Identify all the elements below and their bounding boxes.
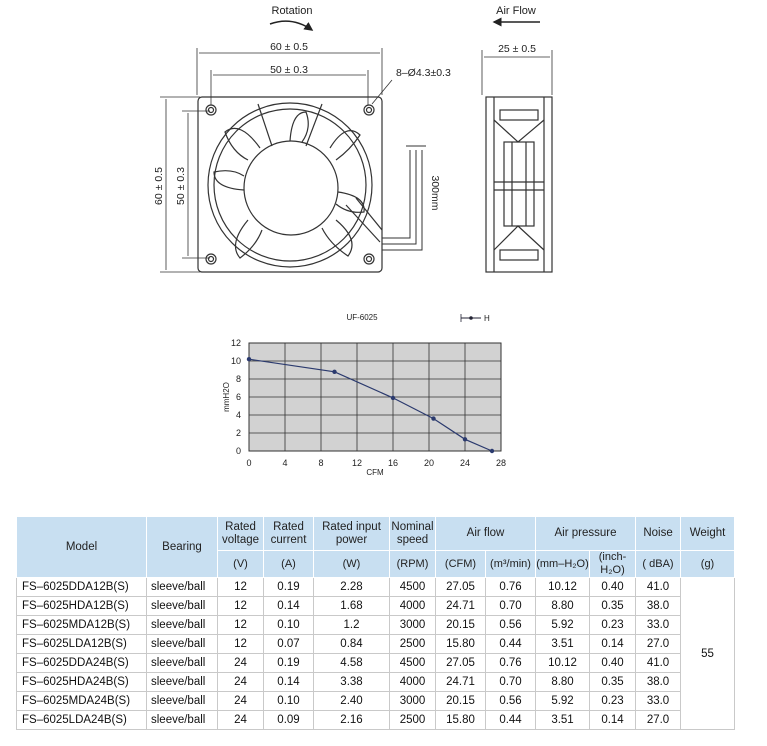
value-cell: 10.12 <box>536 654 590 673</box>
bearing-cell: sleeve/ball <box>147 597 218 616</box>
value-cell: 0.10 <box>264 616 314 635</box>
x-tick-label: 20 <box>423 458 435 468</box>
value-cell: 15.80 <box>436 711 486 730</box>
table-row <box>17 616 735 635</box>
value-cell: 24 <box>218 673 264 692</box>
value-cell: 2500 <box>390 711 436 730</box>
data-point <box>490 449 494 453</box>
value-cell: 20.15 <box>436 692 486 711</box>
value-cell: 0.56 <box>486 692 536 711</box>
dim-lead-length: 300mm <box>429 175 441 211</box>
dim-hole-spacing-width: 50 ± 0.3 <box>270 64 308 76</box>
value-cell: 4500 <box>390 654 436 673</box>
value-cell: 5.92 <box>536 616 590 635</box>
model-cell: FS–6025LDA24B(S) <box>17 711 147 730</box>
x-tick-label: 0 <box>246 458 252 468</box>
unit-cfm: (CFM) <box>436 551 486 578</box>
y-tick-label: 0 <box>235 446 241 456</box>
fan-front-view <box>198 97 382 272</box>
header-weight: Weight <box>681 517 735 551</box>
model-cell: FS–6025DDA12B(S) <box>17 578 147 597</box>
chart-legend <box>461 314 490 323</box>
value-cell: 24 <box>218 654 264 673</box>
dim-holes: 8–Ø4.3±0.3 <box>396 67 451 79</box>
rotation-arrow-icon <box>270 21 312 30</box>
value-cell: 4.58 <box>314 654 390 673</box>
value-cell: 0.10 <box>264 692 314 711</box>
x-axis-label: CFM <box>366 468 384 477</box>
y-tick-label: 12 <box>230 338 241 348</box>
value-cell: 41.0 <box>636 654 681 673</box>
value-cell: 12 <box>218 635 264 654</box>
dim-hole-spacing-height: 50 ± 0.3 <box>175 167 187 205</box>
dim-overall-height: 60 ± 0.5 <box>153 167 165 205</box>
table-row <box>17 597 735 616</box>
rotation-label: Rotation <box>271 5 313 17</box>
unit-noise: ( dBA) <box>636 551 681 578</box>
value-cell: 27.0 <box>636 711 681 730</box>
legend-label-h: H <box>484 314 490 323</box>
y-axis-label: mmH2O <box>222 382 231 412</box>
value-cell: 24 <box>218 692 264 711</box>
x-tick-label: 8 <box>318 458 324 468</box>
y-tick-label: 10 <box>230 356 241 366</box>
table-row <box>17 711 735 730</box>
unit-m3min: (m³/min) <box>486 551 536 578</box>
y-tick-label: 2 <box>235 428 241 438</box>
value-cell: 3000 <box>390 616 436 635</box>
value-cell: 4500 <box>390 578 436 597</box>
value-cell: 0.70 <box>486 673 536 692</box>
lead-wires <box>382 146 426 250</box>
value-cell: 4000 <box>390 673 436 692</box>
value-cell: 20.15 <box>436 616 486 635</box>
dim-depth: 25 ± 0.5 <box>498 43 536 55</box>
bearing-cell: sleeve/ball <box>147 616 218 635</box>
value-cell: 27.05 <box>436 578 486 597</box>
value-cell: 41.0 <box>636 578 681 597</box>
bearing-cell: sleeve/ball <box>147 635 218 654</box>
header-noise: Noise <box>636 517 681 551</box>
value-cell: 15.80 <box>436 635 486 654</box>
value-cell: 24 <box>218 711 264 730</box>
spec-table <box>16 516 735 730</box>
bearing-cell: sleeve/ball <box>147 654 218 673</box>
unit-weight: (g) <box>681 551 735 578</box>
value-cell: 0.56 <box>486 616 536 635</box>
value-cell: 3.51 <box>536 711 590 730</box>
value-cell: 0.76 <box>486 654 536 673</box>
chart-title: UF-6025 <box>346 313 378 322</box>
value-cell: 0.07 <box>264 635 314 654</box>
value-cell: 24.71 <box>436 597 486 616</box>
model-cell: FS–6025MDA12B(S) <box>17 616 147 635</box>
value-cell: 24.71 <box>436 673 486 692</box>
value-cell: 0.35 <box>590 673 636 692</box>
value-cell: 38.0 <box>636 673 681 692</box>
pq-curve-chart <box>0 300 767 505</box>
value-cell: 33.0 <box>636 692 681 711</box>
bearing-cell: sleeve/ball <box>147 711 218 730</box>
value-cell: 0.14 <box>590 711 636 730</box>
value-cell: 0.14 <box>264 673 314 692</box>
value-cell: 27.0 <box>636 635 681 654</box>
header-rated-input-power: Rated input power <box>314 517 390 551</box>
model-cell: FS–6025HDA12B(S) <box>17 597 147 616</box>
y-tick-label: 6 <box>235 392 241 402</box>
value-cell: 33.0 <box>636 616 681 635</box>
fan-side-view <box>486 97 552 272</box>
value-cell: 0.35 <box>590 597 636 616</box>
table-row <box>17 692 735 711</box>
value-cell: 12 <box>218 597 264 616</box>
header-air-pressure: Air pressure <box>536 517 636 551</box>
value-cell: 0.19 <box>264 578 314 597</box>
model-cell: FS–6025DDA24B(S) <box>17 654 147 673</box>
value-cell: 2500 <box>390 635 436 654</box>
bearing-cell: sleeve/ball <box>147 578 218 597</box>
value-cell: 2.16 <box>314 711 390 730</box>
x-tick-label: 28 <box>495 458 507 468</box>
unit-voltage: (V) <box>218 551 264 578</box>
table-row <box>17 654 735 673</box>
value-cell: 0.09 <box>264 711 314 730</box>
value-cell: 2.40 <box>314 692 390 711</box>
value-cell: 0.84 <box>314 635 390 654</box>
model-cell: FS–6025MDA24B(S) <box>17 692 147 711</box>
value-cell: 0.23 <box>590 616 636 635</box>
value-cell: 8.80 <box>536 673 590 692</box>
header-rated-voltage: Rated voltage <box>218 517 264 551</box>
table-row <box>17 578 735 597</box>
value-cell: 5.92 <box>536 692 590 711</box>
value-cell: 12 <box>218 578 264 597</box>
value-cell: 8.80 <box>536 597 590 616</box>
y-tick-label: 4 <box>235 410 241 420</box>
value-cell: 3000 <box>390 692 436 711</box>
value-cell: 0.40 <box>590 578 636 597</box>
data-point <box>391 396 395 400</box>
x-axis <box>246 458 506 468</box>
header-bearing: Bearing <box>147 517 218 578</box>
value-cell: 27.05 <box>436 654 486 673</box>
value-cell: 3.38 <box>314 673 390 692</box>
x-tick-label: 16 <box>387 458 399 468</box>
unit-inchh2o: (inch-H₂O) <box>590 551 636 578</box>
data-point <box>247 357 251 361</box>
fan-technical-drawing <box>0 0 767 300</box>
header-model: Model <box>17 517 147 578</box>
value-cell: 0.19 <box>264 654 314 673</box>
value-cell: 4000 <box>390 597 436 616</box>
value-cell: 1.2 <box>314 616 390 635</box>
airflow-label: Air Flow <box>496 5 536 17</box>
value-cell: 1.68 <box>314 597 390 616</box>
value-cell: 2.28 <box>314 578 390 597</box>
unit-power: (W) <box>314 551 390 578</box>
header-rated-current: Rated current <box>264 517 314 551</box>
value-cell: 0.76 <box>486 578 536 597</box>
header-air-flow: Air flow <box>436 517 536 551</box>
value-cell: 0.23 <box>590 692 636 711</box>
bearing-cell: sleeve/ball <box>147 673 218 692</box>
value-cell: 0.14 <box>264 597 314 616</box>
unit-current: (A) <box>264 551 314 578</box>
model-cell: FS–6025LDA12B(S) <box>17 635 147 654</box>
depth-dimension <box>482 50 552 95</box>
y-axis <box>231 338 241 456</box>
x-tick-label: 4 <box>282 458 288 468</box>
table-row <box>17 635 735 654</box>
value-cell: 10.12 <box>536 578 590 597</box>
x-tick-label: 12 <box>351 458 363 468</box>
value-cell: 12 <box>218 616 264 635</box>
unit-mmh2o: (mm–H₂O) <box>536 551 590 578</box>
value-cell: 3.51 <box>536 635 590 654</box>
value-cell: 0.40 <box>590 654 636 673</box>
model-cell: FS–6025HDA24B(S) <box>17 673 147 692</box>
value-cell: 0.44 <box>486 711 536 730</box>
value-cell: 0.14 <box>590 635 636 654</box>
header-nominal-speed: Nominal speed <box>390 517 436 551</box>
value-cell: 38.0 <box>636 597 681 616</box>
value-cell: 0.70 <box>486 597 536 616</box>
y-tick-label: 8 <box>235 374 241 384</box>
value-cell: 0.44 <box>486 635 536 654</box>
weight-cell: 55 <box>681 578 735 730</box>
unit-speed: (RPM) <box>390 551 436 578</box>
x-tick-label: 24 <box>459 458 471 468</box>
data-point <box>463 437 467 441</box>
bearing-cell: sleeve/ball <box>147 692 218 711</box>
dim-overall-width: 60 ± 0.5 <box>270 41 308 53</box>
data-point <box>431 416 435 420</box>
data-point <box>332 370 336 374</box>
table-row <box>17 673 735 692</box>
